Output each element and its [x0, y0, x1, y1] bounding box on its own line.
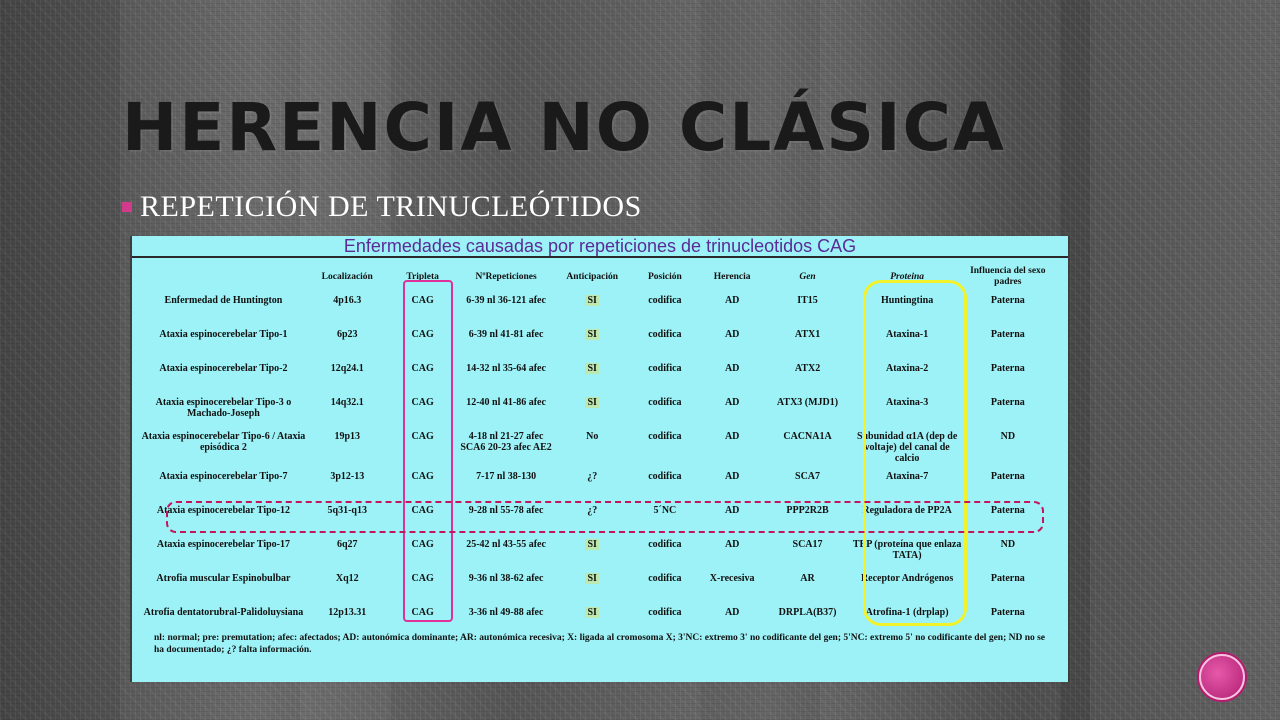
cell-repeticiones-text: 9-36 nl 38-62 afec — [468, 573, 544, 584]
cell-herencia — [700, 429, 765, 469]
cell-tripleta-text: CAG — [411, 431, 434, 442]
cell-repeticiones-text: 12-40 nl 41-86 afec — [466, 397, 546, 408]
cell-localizacion-text: Xq12 — [335, 573, 359, 584]
cell-gen-text: SCA7 — [795, 471, 821, 482]
cell-localizacion — [307, 469, 388, 503]
table-footnote: nl: normal; pre: premutation; afec: afectados; AD: autonómica dominante; AR: autonómica recesiva; X: ligada al cromosoma X; 3'NC: extremo 3' no codificante del gen; 5'NC: extremo 5' no codificante del gen; ND no se ha documentado; ¿? falta información. — [154, 633, 1046, 655]
cell-anticipacion-text: SI — [587, 295, 597, 306]
cell-proteina-text: Huntingtina — [880, 295, 934, 306]
cell-posicion-text: codifica — [648, 471, 682, 482]
cell-disease — [140, 429, 307, 469]
cell-disease-text: Ataxia espinocerebelar Tipo-3 o Machado-Joseph — [155, 397, 292, 419]
cell-tripleta-text: CAG — [411, 363, 434, 374]
cell-gen-text: ATX2 — [794, 363, 821, 374]
cell-gen-text: ATX3 (MJD1) — [776, 397, 839, 408]
col-header-herencia: Herencia — [713, 271, 751, 282]
cell-anticipacion-text: SI — [587, 607, 597, 618]
cell-herencia-text: AD — [724, 607, 740, 618]
cell-influencia-text: Paterna — [990, 471, 1025, 482]
bullet-square-icon — [122, 202, 132, 212]
cell-repeticiones-text: 9-28 nl 55-78 afec — [468, 505, 544, 516]
background-stripe — [0, 0, 120, 720]
cell-influencia-text: Paterna — [990, 573, 1025, 584]
cell-localizacion — [307, 361, 388, 395]
cell-anticipacion-text: No — [586, 431, 599, 442]
cell-proteina-text: Ataxina-7 — [886, 471, 929, 482]
col-header-gen: Gen — [799, 271, 816, 282]
col-header-localizacion: Localización — [321, 271, 373, 282]
cell-localizacion-text: 12q24.1 — [330, 363, 364, 374]
cell-posicion-text: codifica — [648, 363, 682, 374]
cell-gen — [764, 361, 850, 395]
tipo12-highlight-box — [166, 501, 1044, 533]
cell-influencia — [964, 571, 1052, 605]
cell-influencia — [964, 293, 1052, 327]
cell-herencia — [700, 469, 765, 503]
cell-repeticiones — [458, 571, 555, 605]
cell-gen-text: CACNA1A — [783, 431, 832, 442]
cell-gen-text: ATX1 — [794, 329, 821, 340]
cell-repeticiones-text: 6-39 nl 41-81 afec — [468, 329, 544, 340]
cell-disease-text: Ataxia espinocerebelar Tipo-12 — [156, 505, 291, 516]
cell-herencia — [700, 537, 765, 571]
cell-herencia-text: AD — [724, 471, 740, 482]
cell-gen-text: IT15 — [797, 295, 818, 306]
cell-tripleta-text: CAG — [411, 573, 434, 584]
cell-posicion — [630, 327, 700, 361]
cell-influencia — [964, 469, 1052, 503]
bullet-item — [122, 190, 642, 224]
cell-influencia-text: Paterna — [990, 363, 1025, 374]
cell-localizacion — [307, 429, 388, 469]
cell-posicion — [630, 537, 700, 571]
cell-disease-text: Ataxia espinocerebelar Tipo-1 — [159, 329, 288, 340]
cell-disease — [140, 395, 307, 429]
cell-tripleta-text: CAG — [411, 539, 434, 550]
cell-anticipacion — [555, 571, 630, 605]
cell-herencia — [700, 395, 765, 429]
cell-repeticiones — [458, 327, 555, 361]
cell-anticipacion — [555, 395, 630, 429]
cell-influencia-text: Paterna — [990, 295, 1025, 306]
cell-disease — [140, 571, 307, 605]
cell-localizacion-text: 14q32.1 — [330, 397, 364, 408]
cell-localizacion — [307, 395, 388, 429]
cell-posicion — [630, 293, 700, 327]
cell-posicion-text: codifica — [648, 539, 682, 550]
cell-herencia — [700, 361, 765, 395]
cell-gen — [764, 395, 850, 429]
cell-posicion-text: codifica — [648, 431, 682, 442]
cell-proteina-text: Ataxina-1 — [886, 329, 929, 340]
cell-proteina-text: TBP (proteína que enlaza TATA) — [852, 539, 962, 561]
cell-gen — [764, 537, 850, 571]
cell-proteina-text: Receptor Andrógenos — [860, 573, 954, 584]
cell-anticipacion-text: ¿? — [587, 471, 598, 482]
cell-repeticiones — [458, 537, 555, 571]
cell-localizacion-text: 6q27 — [336, 539, 358, 550]
slide-title: HERENCIA NO CLÁSICA — [122, 89, 1007, 166]
cell-tripleta-text: CAG — [411, 329, 434, 340]
cell-influencia — [964, 327, 1052, 361]
cell-repeticiones-text: 25-42 nl 43-55 afec — [466, 539, 546, 550]
cell-anticipacion — [555, 293, 630, 327]
cell-gen-text: SCA17 — [792, 539, 823, 550]
cell-influencia — [964, 361, 1052, 395]
cell-proteina-text: Ataxina-2 — [886, 363, 929, 374]
cell-influencia-text: Paterna — [990, 607, 1025, 618]
col-header-proteina: Proteina — [890, 271, 924, 282]
col-header-tripleta: Tripleta — [406, 271, 439, 282]
cell-repeticiones — [458, 469, 555, 503]
cell-localizacion-text: 4p16.3 — [333, 295, 362, 306]
cell-anticipacion-text: SI — [587, 363, 597, 374]
cell-posicion — [630, 571, 700, 605]
cell-posicion-text: codifica — [648, 607, 682, 618]
cell-tripleta-text: CAG — [411, 505, 434, 516]
cell-posicion-text: 5´NC — [653, 505, 677, 516]
col-header-anticipacion: Anticipación — [566, 271, 619, 282]
cell-influencia — [964, 537, 1052, 571]
cell-influencia — [964, 429, 1052, 469]
cell-herencia-text: X-recesiva — [709, 573, 755, 584]
cell-anticipacion — [555, 327, 630, 361]
cell-repeticiones — [458, 429, 555, 469]
cell-posicion-text: codifica — [648, 329, 682, 340]
cell-anticipacion-text: SI — [587, 573, 597, 584]
table-image — [130, 236, 1070, 682]
cell-localizacion-text: 6p23 — [336, 329, 358, 340]
cell-disease — [140, 361, 307, 395]
bullet-text: REPETICIÓN DE TRINUCLEÓTIDOS — [140, 190, 642, 223]
cell-repeticiones-text: 7-17 nl 38-130 — [476, 471, 537, 482]
cell-anticipacion — [555, 537, 630, 571]
cell-tripleta-text: CAG — [411, 295, 434, 306]
cell-repeticiones-text: 6-39 nl 36-121 afec — [466, 295, 546, 306]
cell-influencia-text: Paterna — [990, 505, 1025, 516]
cell-herencia — [700, 293, 765, 327]
cell-localizacion — [307, 571, 388, 605]
cell-gen-text: PPP2R2B — [786, 505, 829, 516]
cell-disease — [140, 469, 307, 503]
cell-repeticiones-text: 14-32 nl 35-64 afec — [466, 363, 546, 374]
col-header-disease — [140, 261, 307, 293]
cell-gen-text: DRPLA(B37) — [778, 607, 837, 618]
cell-herencia-text: AD — [724, 295, 740, 306]
cell-posicion — [630, 429, 700, 469]
cell-localizacion-text: 12p13.31 — [328, 607, 367, 618]
cell-posicion — [630, 361, 700, 395]
cell-localizacion-text: 3p12-13 — [330, 471, 365, 482]
cell-proteina-text: Atrofina-1 (drplap) — [865, 607, 949, 618]
cell-gen-text: AR — [800, 573, 815, 584]
cell-disease-text: Atrofia dentatorubral-Palidoluysiana — [143, 607, 304, 618]
cell-disease-text: Ataxia espinocerebelar Tipo-6 / Ataxia episódica 2 — [141, 431, 306, 453]
col-header-repeticiones: NºRepeticiones — [475, 271, 537, 282]
table-heading: Enfermedades causadas por repeticiones de trinucleotidos CAG — [132, 236, 1068, 258]
proteina-highlight-box — [860, 280, 967, 626]
cell-proteina-text: Reguladora de PP2A — [862, 505, 952, 516]
cell-disease — [140, 293, 307, 327]
cell-posicion-text: codifica — [648, 573, 682, 584]
cell-herencia-text: AD — [724, 363, 740, 374]
cell-disease — [140, 327, 307, 361]
cell-tripleta-text: CAG — [411, 397, 434, 408]
cell-localizacion-text: 5q31-q13 — [327, 505, 367, 516]
cell-anticipacion-text: SI — [587, 329, 597, 340]
cell-disease-text: Enfermedad de Huntington — [164, 295, 283, 306]
cell-herencia-text: AD — [724, 431, 740, 442]
cell-disease-text: Ataxia espinocerebelar Tipo-17 — [156, 539, 291, 550]
cell-anticipacion-text: SI — [587, 539, 597, 550]
cell-gen — [764, 327, 850, 361]
tripleta-highlight-box — [403, 280, 453, 622]
cell-influencia-text: Paterna — [990, 329, 1025, 340]
cell-disease-text: Ataxia espinocerebelar Tipo-2 — [159, 363, 288, 374]
cell-repeticiones — [458, 361, 555, 395]
cell-influencia-text: ND — [1000, 431, 1016, 442]
cell-disease-text: Ataxia espinocerebelar Tipo-7 — [159, 471, 288, 482]
cell-proteina-text: Subunidad α1A (dep de voltaje) del canal de calcio — [856, 431, 958, 464]
cell-anticipacion — [555, 361, 630, 395]
cell-anticipacion-text: ¿? — [587, 505, 598, 516]
cell-repeticiones-text: 4-18 nl 21-27 afec SCA6 20-23 afec AE2 — [460, 431, 552, 453]
cell-localizacion — [307, 327, 388, 361]
cell-herencia — [700, 571, 765, 605]
cell-repeticiones — [458, 395, 555, 429]
col-header-influencia: Influencia del sexo padres — [970, 266, 1046, 287]
cell-anticipacion — [555, 429, 630, 469]
cell-localizacion — [307, 293, 388, 327]
cell-gen — [764, 429, 850, 469]
cell-disease — [140, 537, 307, 571]
cell-tripleta-text: CAG — [411, 471, 434, 482]
cell-repeticiones — [458, 293, 555, 327]
cell-posicion — [630, 395, 700, 429]
cell-gen — [764, 293, 850, 327]
cell-gen — [764, 571, 850, 605]
cell-herencia-text: AD — [724, 505, 740, 516]
cell-localizacion-text: 19p13 — [334, 431, 361, 442]
cell-herencia-text: AD — [724, 397, 740, 408]
cell-posicion-text: codifica — [648, 295, 682, 306]
cell-disease-text: Atrofia muscular Espinobulbar — [156, 573, 291, 584]
cell-herencia — [700, 327, 765, 361]
cell-influencia-text: ND — [1000, 539, 1016, 550]
cell-posicion — [630, 469, 700, 503]
cell-proteina-text: Ataxina-3 — [886, 397, 929, 408]
cell-herencia-text: AD — [724, 539, 740, 550]
cell-localizacion — [307, 537, 388, 571]
cell-tripleta-text: CAG — [411, 607, 434, 618]
cell-anticipacion — [555, 469, 630, 503]
cell-herencia-text: AD — [724, 329, 740, 340]
next-slide-icon[interactable] — [1199, 654, 1245, 700]
cell-repeticiones-text: 3-36 nl 49-88 afec — [468, 607, 544, 618]
cell-gen — [764, 469, 850, 503]
cell-posicion-text: codifica — [648, 397, 682, 408]
cell-anticipacion-text: SI — [587, 397, 597, 408]
cell-influencia-text: Paterna — [990, 397, 1025, 408]
col-header-posicion: Posición — [647, 271, 682, 282]
cell-influencia — [964, 395, 1052, 429]
